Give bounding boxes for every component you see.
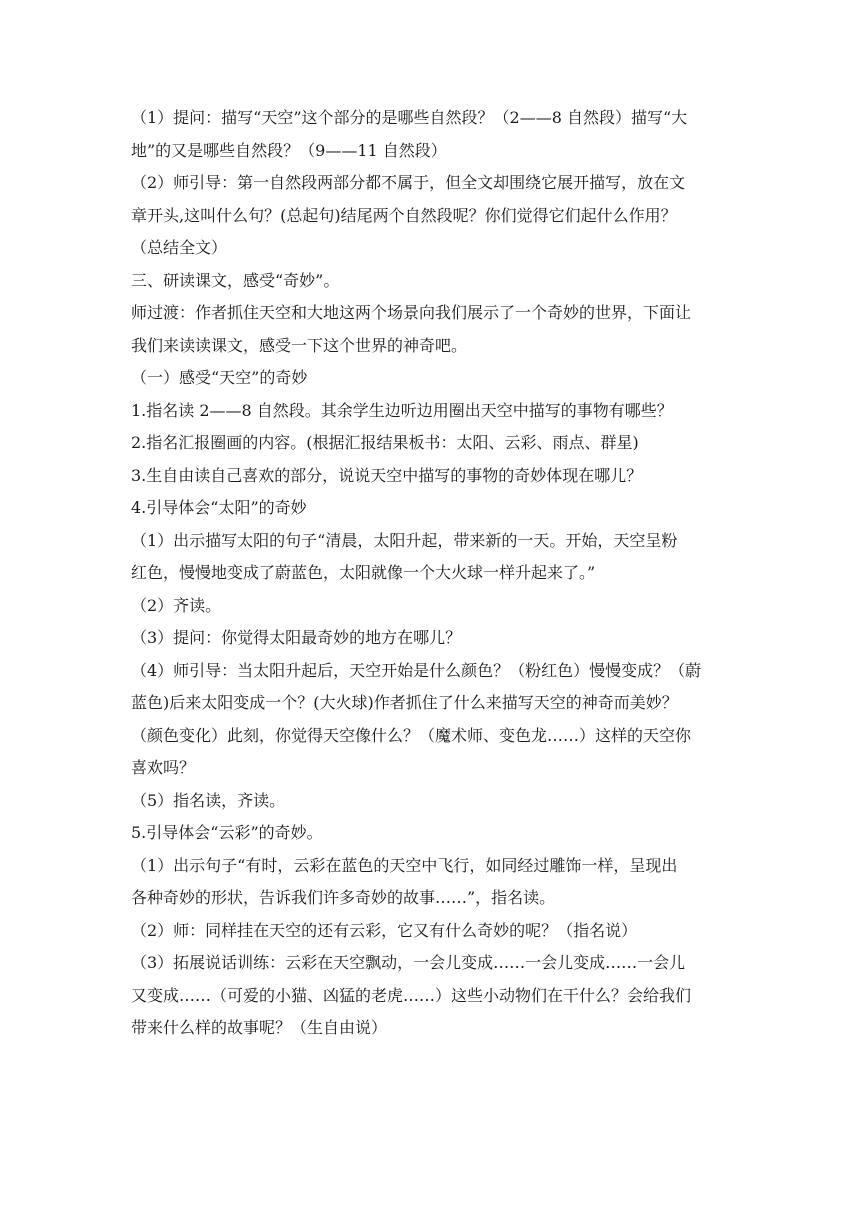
text-line: 3.生自由读自己喜欢的部分，说说天空中描写的事物的奇妙体现在哪儿？ xyxy=(131,465,643,485)
text-line: 各种奇妙的形状，告诉我们许多奇妙的故事……”，指名读。 xyxy=(131,888,556,907)
clouds-teacher-question xyxy=(131,915,731,948)
paragraph-teacher-transition xyxy=(131,297,731,362)
text-line: 5.引导体会“云彩”的奇妙。 xyxy=(131,823,323,842)
step-3-free-read xyxy=(131,460,731,493)
sun-question xyxy=(131,622,731,655)
sun-sentence-display xyxy=(131,525,731,590)
text-line: （5）指名读，齐读。 xyxy=(131,790,286,810)
sun-name-read xyxy=(131,785,731,818)
text-line: （1）出示句子“有时，云彩在蓝色的天空中飞行，如同经过雕饰一样，呈现出 xyxy=(131,855,678,875)
clouds-speaking-practice xyxy=(131,947,731,1045)
step-4-sun-heading xyxy=(131,492,731,525)
text-line: 师过渡：作者抓住天空和大地这两个场景向我们展示了一个奇妙的世界，下面让 xyxy=(131,303,692,322)
text-line: （3）拓展说话训练：云彩在天空飘动，一会儿变成……一会儿变成……一会儿 xyxy=(131,953,686,972)
text-line: （4）师引导：当太阳升起后，天空开始是什么颜色？（粉红色）慢慢变成？（蔚 xyxy=(131,660,702,680)
text-line: （2）师：同样挂在天空的还有云彩，它又有什么奇妙的呢？（指名说） xyxy=(131,920,638,940)
text-line: （2）齐读。 xyxy=(131,595,222,615)
text-line: （总结全文） xyxy=(131,238,228,257)
text-line: 蓝色)后来太阳变成一个？(大火球)作者抓住了什么来描写天空的神奇而美妙？ xyxy=(131,693,678,712)
document-page xyxy=(131,102,731,1045)
text-line: 1.指名读 2——8 自然段。其余学生边听边用圈出天空中描写的事物有哪些？ xyxy=(131,400,673,420)
sun-teacher-guide xyxy=(131,655,731,785)
text-line: 我们来读读课文，感受一下这个世界的神奇吧。 xyxy=(131,335,468,355)
text-line: 三、研读课文，感受“奇妙”。 xyxy=(131,270,340,290)
sun-read-together xyxy=(131,590,731,623)
text-line: 地”的又是哪些自然段？（9——11 自然段） xyxy=(131,140,447,160)
text-line: （2）师引导：第一自然段两部分都不属于，但全文却围绕它展开描写，放在文 xyxy=(131,173,686,192)
paragraph-question-sections xyxy=(131,102,731,167)
text-line: 红色，慢慢地变成了蔚蓝色，太阳就像一个大火球一样升起来了。” xyxy=(131,563,596,582)
text-line: 4.引导体会“太阳”的奇妙 xyxy=(131,498,307,517)
clouds-sentence-display xyxy=(131,850,731,915)
text-line: （1）提问：描写“天空”这个部分的是哪些自然段？（2——8 自然段）描写“大 xyxy=(131,108,688,127)
text-line: （1）出示描写太阳的句子“清晨，太阳升起，带来新的一天。开始，天空呈粉 xyxy=(131,530,678,550)
text-line: （3）提问：你觉得太阳最奇妙的地方在哪儿？ xyxy=(131,628,462,647)
text-line: 带来什么样的故事呢？（生自由说） xyxy=(131,1018,388,1037)
step-5-clouds-heading xyxy=(131,817,731,850)
subheading-sky-wonder xyxy=(131,362,731,395)
text-line: 又变成……（可爱的小猫、凶猛的老虎……）这些小动物们在干什么？会给我们 xyxy=(131,985,692,1005)
step-1-read xyxy=(131,395,731,428)
paragraph-teacher-guide-first-section xyxy=(131,167,731,265)
text-line: 喜欢吗？ xyxy=(131,758,196,777)
text-line: （颜色变化）此刻，你觉得天空像什么？（魔术师、变色龙……）这样的天空你 xyxy=(131,725,692,745)
section-heading-study-text xyxy=(131,265,731,298)
text-line: 章开头,这叫什么句？(总起句)结尾两个自然段呢？你们觉得它们起什么作用？ xyxy=(131,205,677,225)
text-line: 2.指名汇报圈画的内容。(根据汇报结果板书：太阳、云彩、雨点、群星) xyxy=(131,433,639,452)
text-line: （一）感受“天空”的奇妙 xyxy=(131,368,308,387)
step-2-report xyxy=(131,427,731,460)
